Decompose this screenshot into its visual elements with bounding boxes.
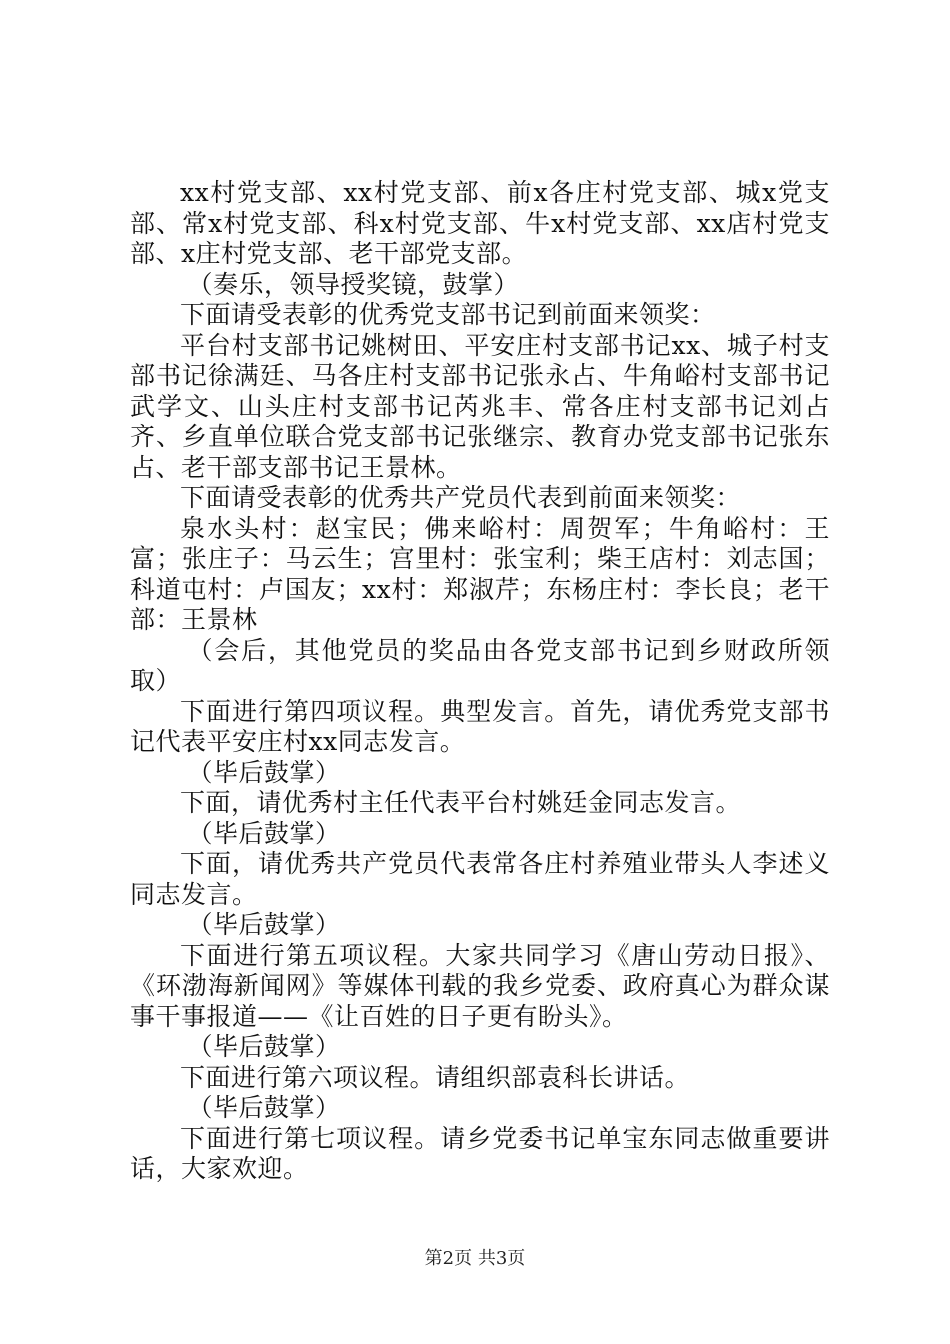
stage-direction: （会后，其他党员的奖品由各党支部书记到乡财政所领取） bbox=[130, 635, 830, 695]
stage-direction: （奏乐，领导授奖镜，鼓掌） bbox=[187, 269, 520, 299]
stage-direction: （毕后鼓掌） bbox=[187, 1032, 341, 1061]
paragraph: 下面进行第五项议程。大家共同学习《唐山劳动日报》、《环渤海新闻网》等媒体刊载的我乡党委、政府真心为群众谋事干事报道——《让百姓的日子更有盼头》。 bbox=[130, 940, 830, 1031]
stage-direction: （毕后鼓掌） bbox=[187, 757, 341, 787]
page-footer bbox=[0, 1244, 950, 1270]
paragraph: 下面请受表彰的优秀党支部书记到前面来领奖： bbox=[180, 300, 716, 329]
stage-direction: （毕后鼓掌） bbox=[187, 818, 341, 848]
paragraph: 下面请受表彰的优秀共产党员代表到前面来领奖： bbox=[180, 483, 742, 512]
paragraph: 泉水头村：赵宝民；佛来峪村：周贺军；牛角峪村：王富；张庄子：马云生；宫里村：张宝利；柴王店村：刘志国；科道屯村：卢国友；xx村：郑淑芹；东杨庄村：李长良；老干部：王景林 bbox=[130, 513, 830, 634]
paragraph: 下面进行第六项议程。请组织部袁科长讲话。 bbox=[180, 1062, 691, 1092]
paragraph: 平台村支部书记姚树田、平安庄村支部书记xx、城子村支部书记徐满廷、马各庄村支部书记张永占、牛角峪村支部书记武学文、山头庄村支部书记芮兆丰、常各庄村支部书记刘占齐、乡直单位联合党支部书记张继宗、教育办党支部书记张东占、老干部支部书记王景林。 bbox=[130, 330, 830, 482]
document-body bbox=[130, 178, 830, 1185]
paragraph: 下面，请优秀村主任代表平台村姚廷金同志发言。 bbox=[180, 788, 742, 817]
paragraph: 下面，请优秀共产党员代表常各庄村养殖业带头人李述义同志发言。 bbox=[130, 849, 830, 909]
stage-direction: （毕后鼓掌） bbox=[187, 1093, 341, 1122]
paragraph: 下面进行第七项议程。请乡党委书记单宝东同志做重要讲话，大家欢迎。 bbox=[130, 1123, 830, 1183]
paragraph: 下面进行第四项议程。典型发言。首先，请优秀党支部书记代表平安庄村xx同志发言。 bbox=[130, 696, 830, 756]
page-number-label: 第2页 共3页 bbox=[424, 1248, 526, 1269]
stage-direction: （毕后鼓掌） bbox=[187, 910, 341, 939]
paragraph: xx村党支部、xx村党支部、前x各庄村党支部、城x党支部、常x村党支部、科x村党支部、牛x村党支部、xx店村党支部、x庄村党支部、老干部党支部。 bbox=[130, 178, 830, 268]
